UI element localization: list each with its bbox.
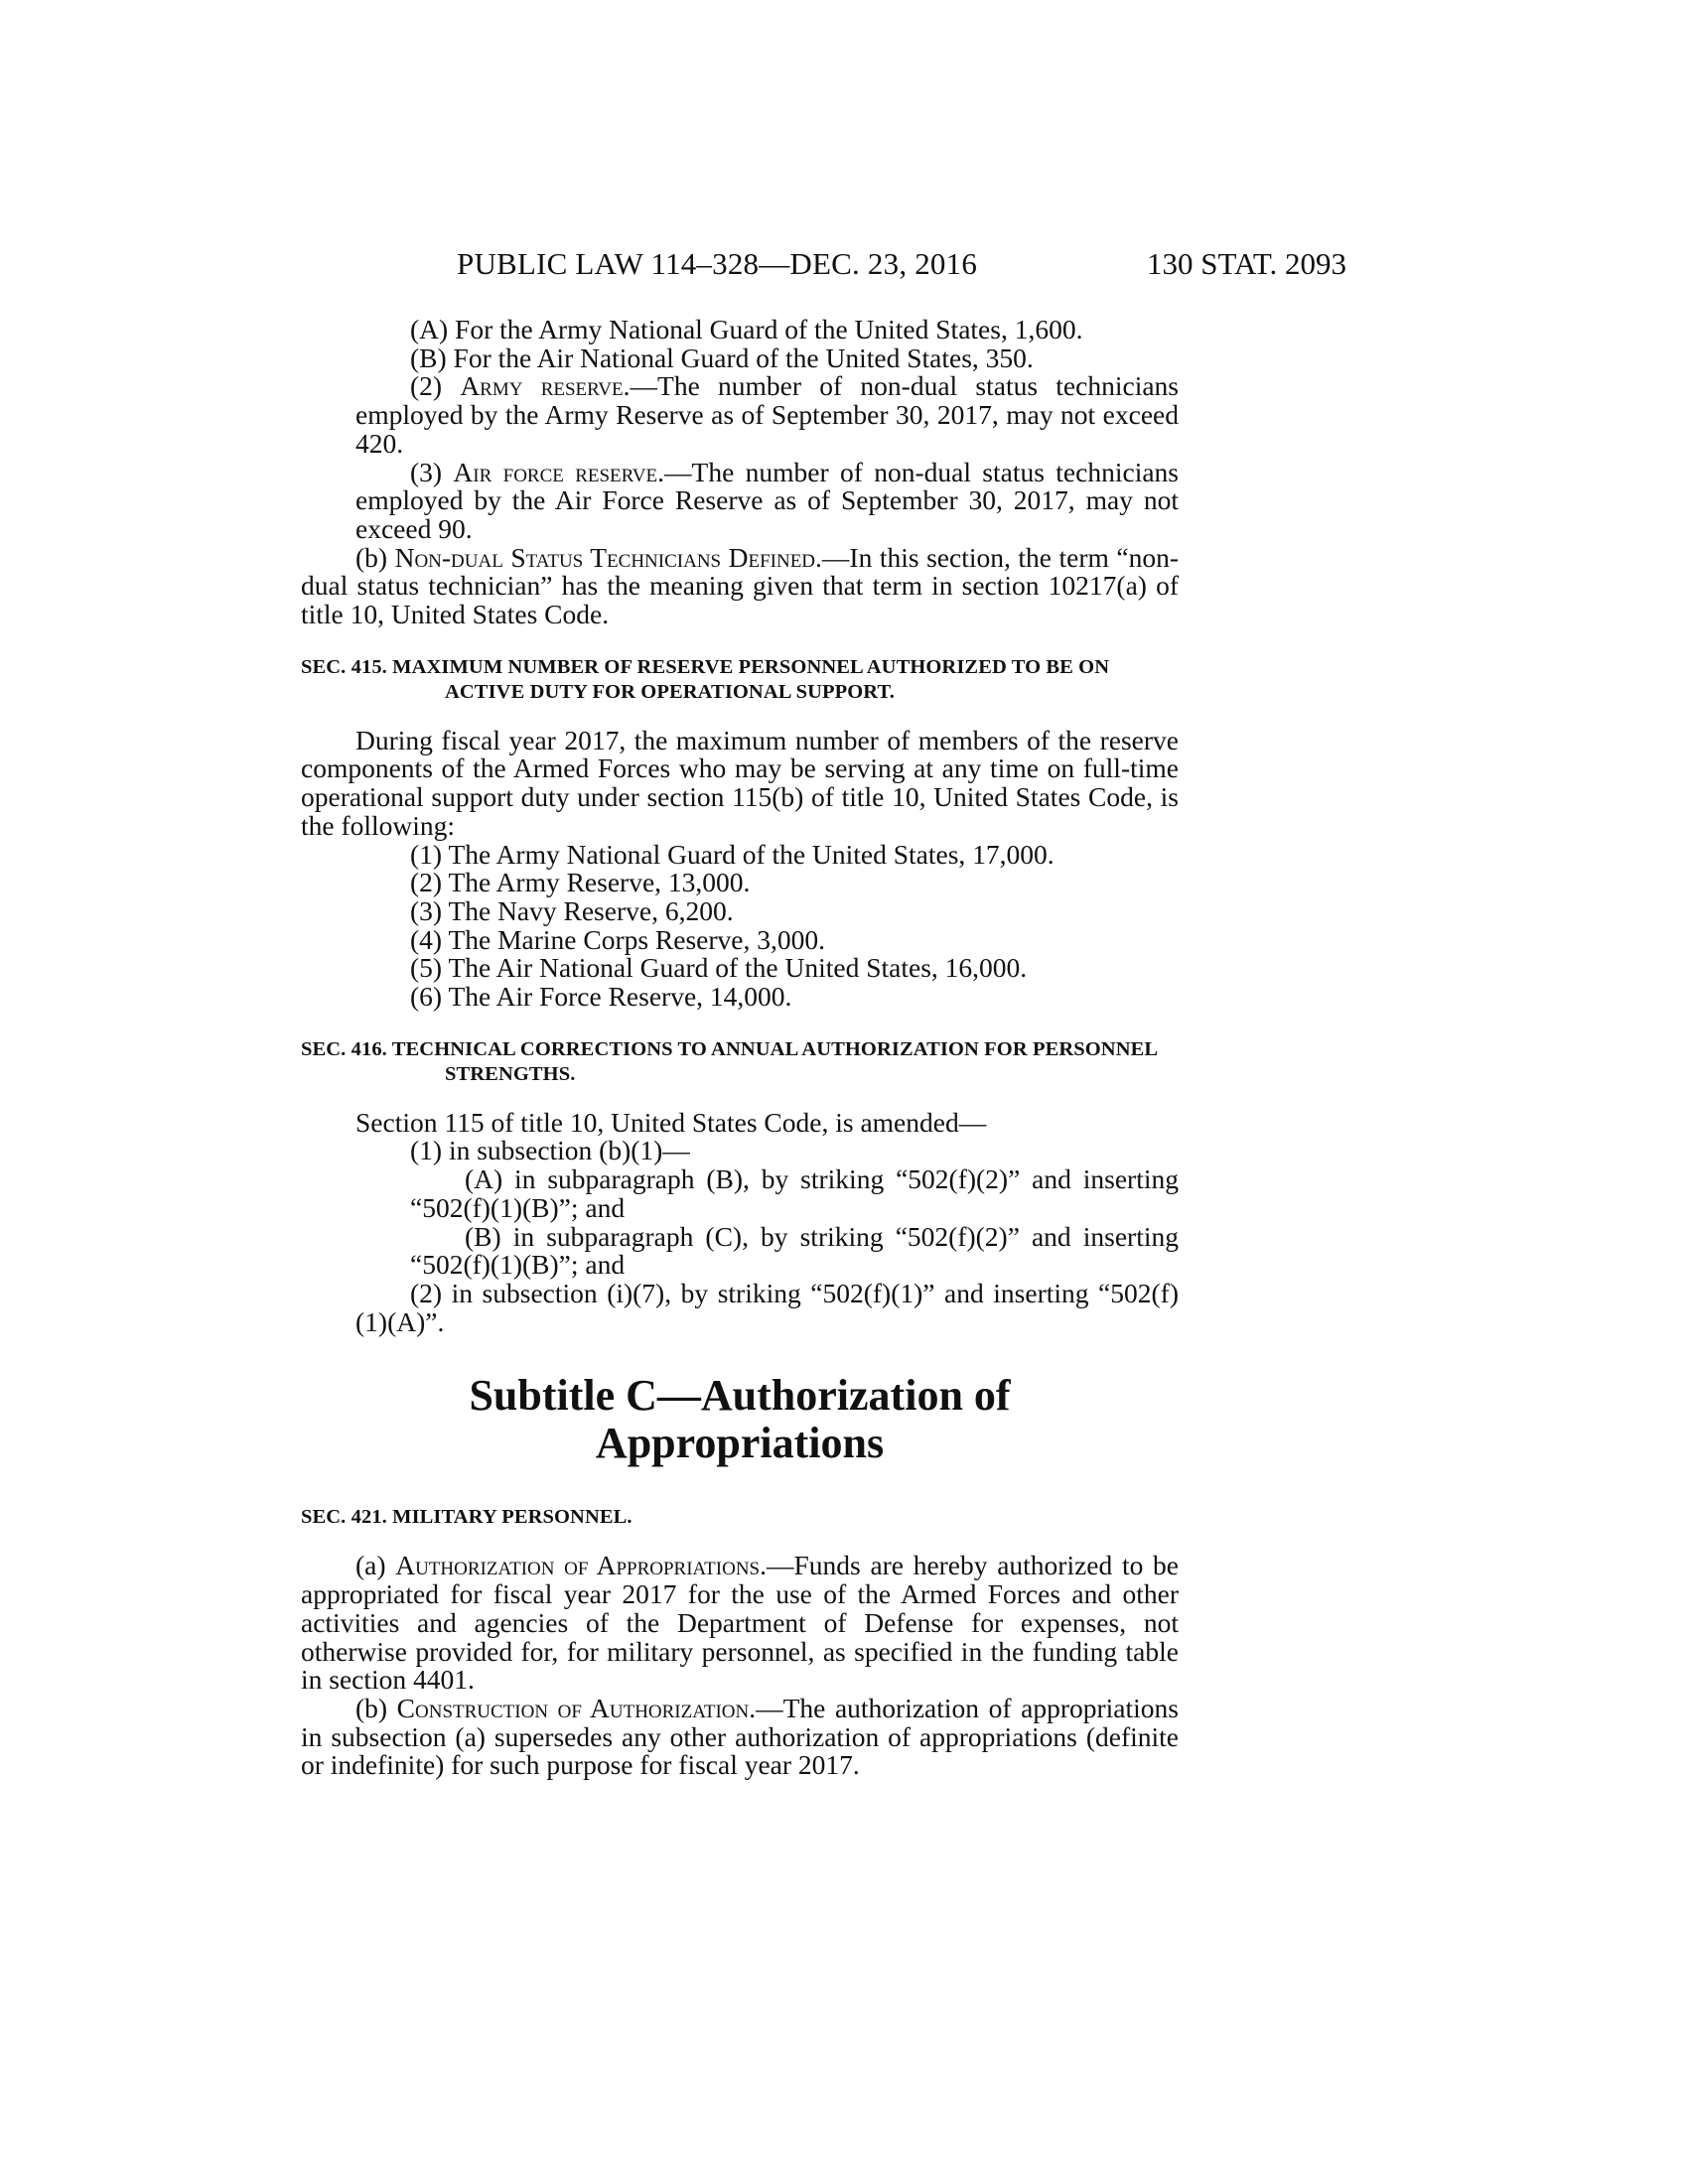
list-item: (4) The Marine Corps Reserve, 3,000. <box>410 923 826 955</box>
paragraph-heading: Construction of Authorization <box>396 1692 750 1723</box>
list-item: (6) The Air Force Reserve, 14,000. <box>410 981 792 1013</box>
paragraph-heading: Authorization of Appropriations <box>395 1550 761 1581</box>
section-heading-421: SEC. 421. MILITARY PERSONNEL. <box>301 1506 633 1529</box>
running-header-title: PUBLIC LAW 114–328—DEC. 23, 2016 <box>457 246 978 281</box>
section-416-item-1: (1) in subsection (b)(1)— <box>410 1135 690 1166</box>
subtitle-heading <box>301 1372 1179 1467</box>
paragraph-text: .—Funds are hereby authorized to be appropriated for fiscal year 2017 for the use of the Armed Forces and other activities and agencies of the Department of Defense for expenses, not otherwise provided for, for military personnel, as specified in the funding table in section 4401. <box>301 1550 1179 1696</box>
paragraph-label: (a) <box>355 1550 396 1581</box>
paragraph-definition <box>301 541 1179 630</box>
list-item: (2) The Army Reserve, 13,000. <box>410 867 751 898</box>
section-421-b <box>301 1692 1179 1781</box>
paragraph-heading: Non-dual Status Technicians Defined <box>394 541 816 573</box>
paragraph-text: .—In this section, the term “non-dual status technician” has the meaning given that term in section 10217(a) of title 10, United States Code. <box>301 541 1179 630</box>
paragraph-text: .—The authorization of appropriations in subsection (a) supersedes any other authorization of appropriations (definite or indefinite) for such purpose for fiscal year 2017. <box>301 1692 1179 1781</box>
list-item: (5) The Air National Guard of the United States, 16,000. <box>410 952 1028 984</box>
paragraph-label: (3) <box>410 456 454 487</box>
paragraph-text: .—The number of non-dual status technicians employed by the Air Force Reserve as of September 30, 2017, may not exceed 90. <box>355 456 1179 544</box>
section-416-item-1B: (B) in subparagraph (C), by striking “502(f)(2)” and inserting “502(f)(1)(B)”; and <box>410 1220 1179 1281</box>
paragraph-army-reserve <box>301 372 1179 458</box>
section-heading-415: SEC. 415. MAXIMUM NUMBER OF RESERVE PERSONNEL AUTHORIZED TO BE ON ACTIVE DUTY FOR OPERATIONAL SUPPORT. <box>301 655 1110 703</box>
paragraph-B: (B) For the Air National Guard of the United States, 350. <box>410 341 1034 373</box>
section-421-a <box>301 1552 1179 1695</box>
subtitle-line: Appropriations <box>595 1419 885 1468</box>
paragraph-heading: Army reserve <box>460 370 624 402</box>
paragraph-air-force-reserve <box>301 456 1179 544</box>
section-heading-416: SEC. 416. TECHNICAL CORRECTIONS TO ANNUAL AUTHORIZATION FOR PERSONNEL STRENGTHS. <box>301 1037 1158 1085</box>
paragraph-label: (2) <box>410 370 461 402</box>
subtitle-line: Subtitle C—Authorization of <box>469 1371 1011 1421</box>
section-416-item-1A: (A) in subparagraph (B), by striking “502(f)(2)” and inserting “502(f)(1)(B)”; and <box>410 1163 1179 1223</box>
paragraph-label: (b) <box>355 541 395 573</box>
section-415-intro: During fiscal year 2017, the maximum number of members of the reserve components of the Armed Forces who may be serving at any time on full-time operational support duty under section 115(b) of title 10, United States Code, is the following: <box>301 724 1179 841</box>
list-item: (3) The Navy Reserve, 6,200. <box>410 894 734 926</box>
paragraph-heading: Air force reserve <box>453 456 658 487</box>
document-body <box>301 316 1179 1780</box>
paragraph-A: (A) For the Army National Guard of the United States, 1,600. <box>410 314 1083 344</box>
paragraph-text: .—The number of non-dual status technicians employed by the Army Reserve as of September 30, 2017, may not exceed 420. <box>355 370 1179 459</box>
list-item: (1) The Army National Guard of the United States, 17,000. <box>410 838 1055 870</box>
paragraph-label: (b) <box>355 1692 397 1723</box>
running-header-stat: 130 STAT. 2093 <box>1147 246 1347 281</box>
section-416-item-2: (2) in subsection (i)(7), by striking “502(f)(1)” and inserting “502(f)(1)(A)”. <box>355 1277 1179 1337</box>
section-416-intro: Section 115 of title 10, United States Code, is amended— <box>355 1106 987 1138</box>
